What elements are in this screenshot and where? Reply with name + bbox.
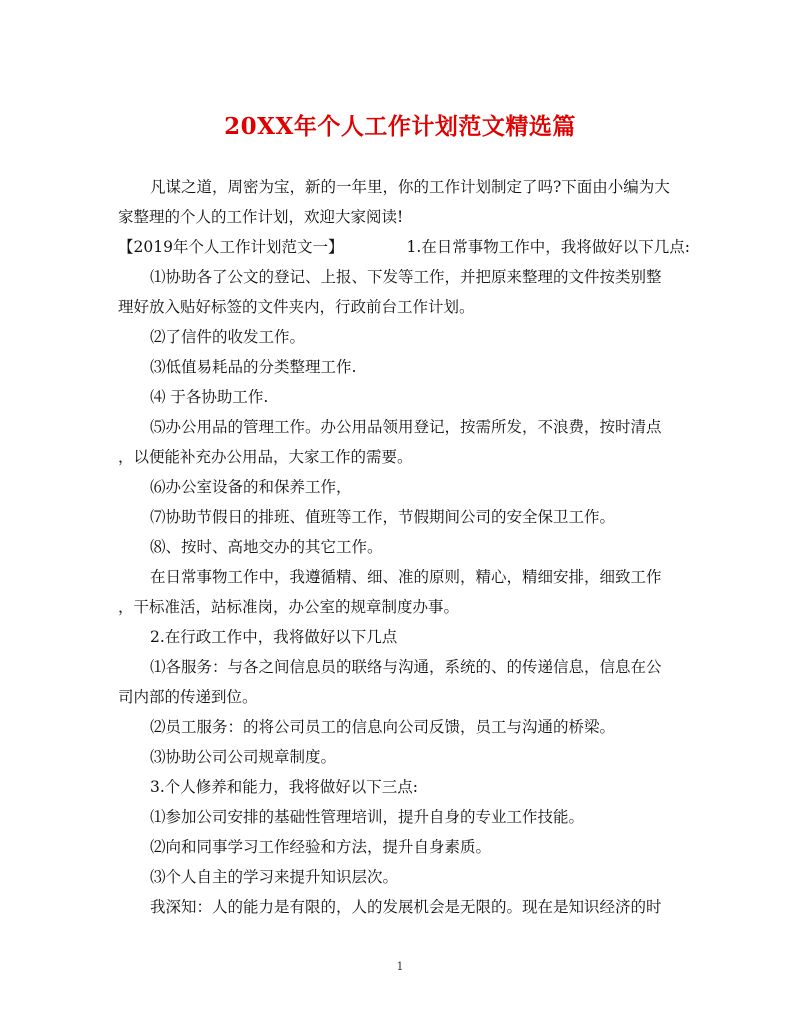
document-body	[118, 172, 690, 922]
item-6: ⑹办公室设备的和保养工作，	[150, 478, 352, 496]
point-3-heading: 3.个人修养和能力，我将做好以下三点:	[150, 778, 419, 796]
section-point-1: 1.在日常事物工作中，我将做好以下几点:	[406, 238, 690, 256]
item-7: ⑺协助节假日的排班、值班等工作，节假期间公司的安全保卫工作。	[150, 508, 616, 526]
summary-line-1: 在日常事物工作中，我遵循精、细、准的原则，精心，精细安排，细致工作	[150, 568, 662, 586]
item-5-line-1: ⑸办公用品的管理工作。办公用品领用登记，按需所发，不浪费，按时清点	[150, 418, 662, 436]
document-title: 20XX年个人工作计划范文精选篇	[224, 113, 576, 140]
item-1-line-2: 理好放入贴好标签的文件夹内，行政前台工作计划。	[118, 298, 475, 316]
point-2-item-2: ⑵员工服务：的将公司员工的信息向公司反馈，员工与沟通的桥梁。	[150, 718, 616, 736]
item-3: ⑶低值易耗品的分类整理工作.	[150, 358, 357, 376]
point-3-item-1: ⑴参加公司安排的基础性管理培训，提升自身的专业工作技能。	[150, 808, 585, 826]
item-1-line-1: ⑴协助各了公文的登记、上报、下发等工作，并把原来整理的文件按类别整	[150, 268, 662, 286]
point-2-item-1-line-2: 司内部的传递到位。	[118, 688, 258, 706]
point-3-item-3: ⑶个人自主的学习来提升知识层次。	[150, 868, 399, 886]
item-5-line-2: ，以便能补充办公用品，大家工作的需要。	[118, 448, 413, 466]
point-2-heading: 2.在行政工作中，我将做好以下几点	[150, 628, 398, 646]
page-number: 1	[396, 960, 404, 973]
section-label: 【2019年个人工作计划范文一】	[118, 238, 344, 256]
point-2-item-1-line-1: ⑴各服务：与各之间信息员的联络与沟通，系统的、的传递信息，信息在公	[150, 658, 662, 676]
intro-line-1: 凡谋之道，周密为宝，新的一年里，你的工作计划制定了吗?下面由小编为大	[150, 178, 670, 196]
item-2: ⑵了信件的收发工作。	[150, 328, 306, 346]
point-3-item-2: ⑵向和同事学习工作经验和方法，提升自身素质。	[150, 838, 492, 856]
item-8: ⑻、按时、高地交办的其它工作。	[150, 538, 383, 556]
summary-line-2: ，干标准活，站标准岗，办公室的规章制度办事。	[118, 598, 460, 616]
section-heading-row	[118, 232, 690, 262]
closing-line-1: 我深知：人的能力是有限的，人的发展机会是无限的。现在是知识经济的时	[150, 898, 662, 916]
point-2-item-3: ⑶协助公司公司规章制度。	[150, 748, 337, 766]
item-4: ⑷ 于各协助工作.	[150, 388, 269, 406]
intro-line-2: 家整理的个人的工作计划，欢迎大家阅读!	[118, 208, 404, 226]
